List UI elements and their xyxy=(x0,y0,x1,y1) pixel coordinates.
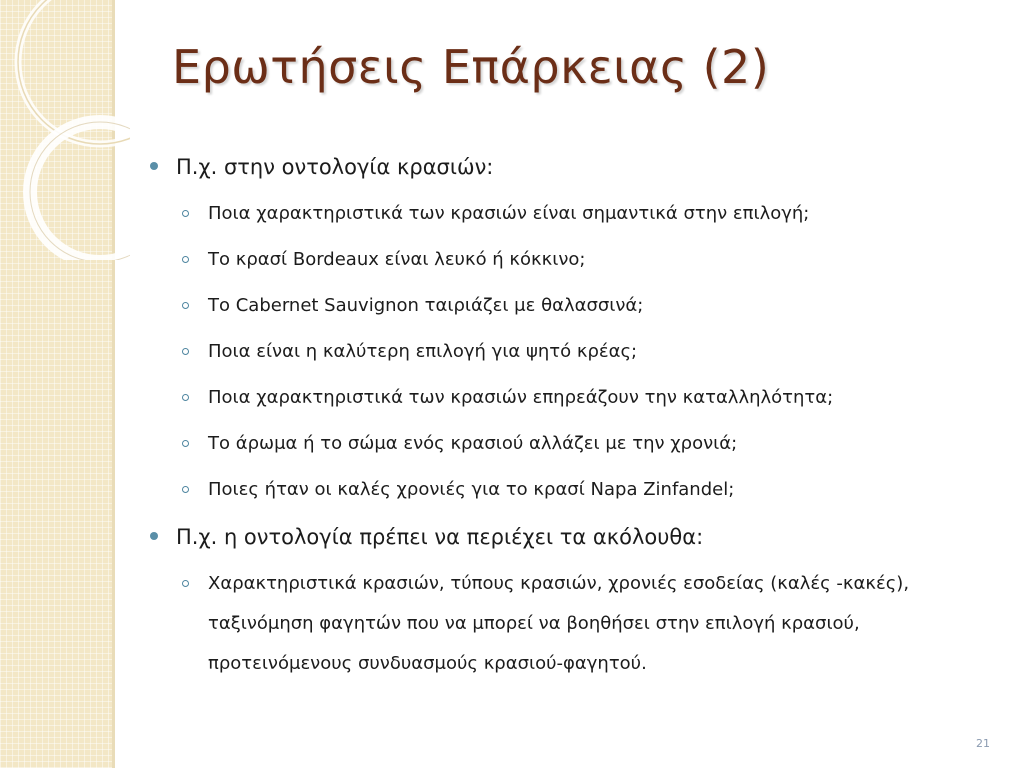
bullet-ring-icon xyxy=(182,302,189,309)
sub-bullet-text: Το άρωμα ή το σώμα ενός κρασιού αλλάζει με την χρονιά; xyxy=(208,433,738,454)
sub-bullet-text: Το κρασί Bordeaux είναι λευκό ή κόκκινο; xyxy=(208,249,586,270)
bullet-ring-icon xyxy=(182,580,189,587)
decorative-circles xyxy=(0,0,130,260)
slide-title: Ερωτήσεις Επάρκειας (2) xyxy=(172,40,770,94)
sub-bullet-text: Το Cabernet Sauvignon ταιριάζει με θαλασσινά; xyxy=(208,295,644,316)
bullet-ring-icon xyxy=(182,486,189,493)
slide-content xyxy=(150,152,1000,684)
sub-bullet xyxy=(150,384,1000,412)
bullet-level1 xyxy=(150,152,1000,182)
sub-bullet xyxy=(150,430,1000,458)
sub-bullet xyxy=(150,564,998,684)
sub-bullet xyxy=(150,476,1000,504)
bullet-level1 xyxy=(150,522,1000,552)
bullet-text: Π.χ. στην οντολογία κρασιών: xyxy=(176,155,494,179)
bullet-ring-icon xyxy=(182,440,189,447)
bullet-dot-icon xyxy=(150,162,158,170)
bullet-ring-icon xyxy=(182,394,189,401)
sub-bullet-text: Ποια χαρακτηριστικά των κρασιών είναι σημαντικά στην επιλογή; xyxy=(208,203,810,224)
bullet-text: Π.χ. η οντολογία πρέπει να περιέχει τα ακόλουθα: xyxy=(176,525,704,549)
sub-bullet xyxy=(150,246,1000,274)
bullet-ring-icon xyxy=(182,348,189,355)
sub-bullet xyxy=(150,338,1000,366)
sub-bullet-text: Ποιες ήταν οι καλές χρονιές για το κρασί Napa Zinfandel; xyxy=(208,479,735,500)
bullet-dot-icon xyxy=(150,532,158,540)
bullet-ring-icon xyxy=(182,256,189,263)
sub-bullet xyxy=(150,292,1000,320)
bullet-ring-icon xyxy=(182,210,189,217)
sub-bullet-text: Ποια χαρακτηριστικά των κρασιών επηρεάζουν την καταλληλότητα; xyxy=(208,387,834,408)
sub-bullet-text: Χαρακτηριστικά κρασιών, τύπους κρασιών, χρονιές εσοδείας (καλές -κακές), ταξινόμηση φαγητών που να μπορεί να βοηθήσει στην επιλογή κρασιού, προτεινόμενους συνδυασμούς κρασιού-φαγητού. xyxy=(208,573,910,674)
page-number: 21 xyxy=(976,737,990,750)
sub-bullet xyxy=(150,200,1000,228)
sub-bullet-text: Ποια είναι η καλύτερη επιλογή για ψητό κρέας; xyxy=(208,341,638,362)
